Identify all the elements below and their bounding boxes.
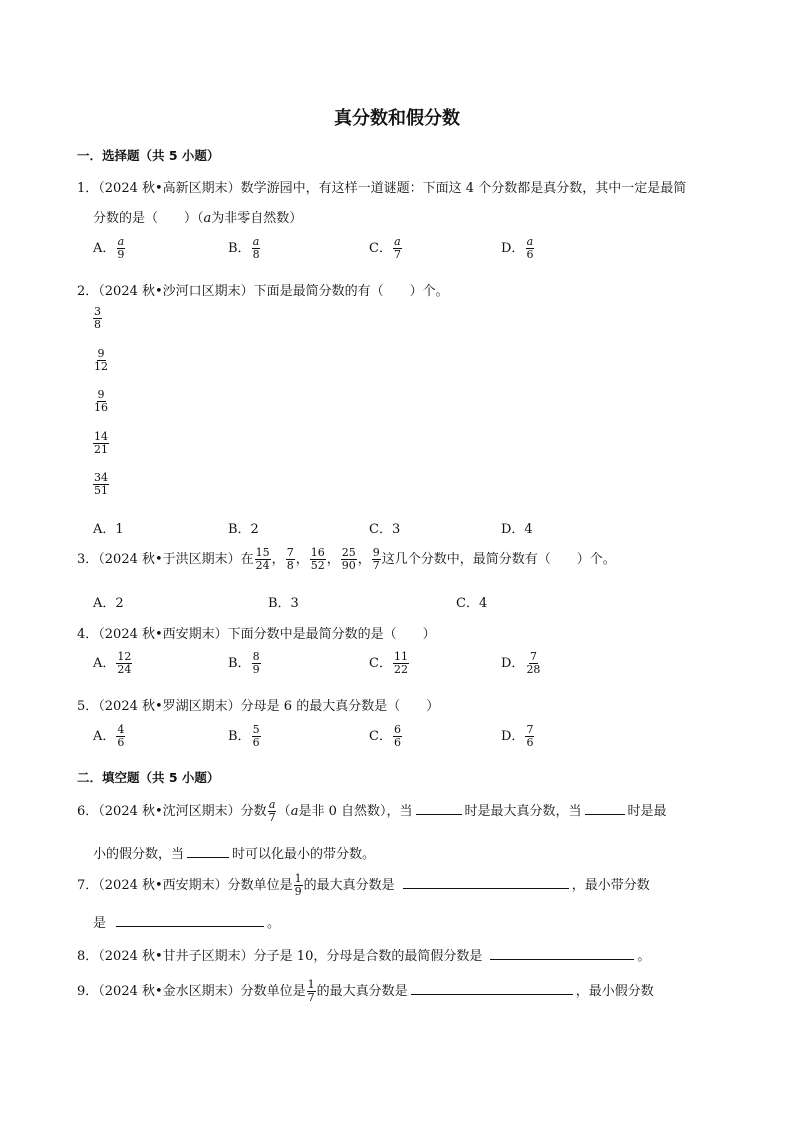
denominator: 6 bbox=[252, 736, 260, 749]
question-text: （2024 秋•金水区期末）分数单位是 bbox=[98, 984, 306, 999]
q4-option-a[interactable] bbox=[93, 651, 133, 676]
numerator: 7 bbox=[526, 723, 534, 736]
numerator: a bbox=[252, 235, 260, 248]
question-text: ，最小带分数 bbox=[571, 878, 650, 893]
question-text: 这几个分数中，最简分数有（ ）个。 bbox=[381, 552, 616, 567]
question-text: 小的假分数，当 bbox=[93, 847, 185, 862]
question-text: ，最小假分数 bbox=[575, 984, 654, 999]
q2-fraction-5 bbox=[93, 472, 109, 497]
numerator: a bbox=[268, 798, 276, 811]
q3-option-a[interactable]: A．2 bbox=[93, 596, 124, 611]
question-9-line-1 bbox=[77, 979, 654, 1004]
question-text: 分数的是（ ）（ bbox=[93, 211, 204, 226]
fraction bbox=[286, 547, 295, 572]
option-label: B． bbox=[228, 241, 251, 256]
numerator: 11 bbox=[393, 650, 408, 663]
denominator: 6 bbox=[393, 736, 401, 749]
q2-fraction-3 bbox=[93, 389, 109, 414]
question-text: 时可以化最小的带分数。 bbox=[232, 847, 376, 862]
numerator: 9 bbox=[97, 388, 105, 401]
fraction bbox=[252, 651, 261, 676]
question-number: 1． bbox=[77, 181, 99, 196]
q4-option-d[interactable] bbox=[501, 651, 542, 676]
question-text: 。 bbox=[267, 916, 281, 931]
question-text: （2024 秋•沙河口区期末）下面是最简分数的有（ ）个。 bbox=[98, 284, 449, 299]
fraction bbox=[372, 547, 381, 572]
q1-option-b[interactable] bbox=[228, 236, 262, 261]
question-3-line-1 bbox=[77, 547, 616, 572]
fraction bbox=[116, 651, 132, 676]
answer-blank[interactable] bbox=[187, 845, 229, 858]
question-text: （ bbox=[277, 804, 291, 819]
denominator: 24 bbox=[255, 559, 270, 572]
page-title: 真分数和假分数 bbox=[334, 108, 460, 129]
variable-a: a bbox=[290, 804, 299, 819]
fraction bbox=[252, 236, 261, 261]
q2-option-d[interactable]: D．4 bbox=[501, 522, 533, 537]
question-text: （2024 秋•于洪区期末）在 bbox=[98, 552, 254, 567]
numerator: 12 bbox=[117, 650, 132, 663]
denominator: 12 bbox=[94, 360, 108, 373]
fraction bbox=[116, 236, 125, 261]
question-5-line-1 bbox=[77, 695, 439, 714]
question-6-line-1 bbox=[77, 799, 667, 824]
fraction bbox=[255, 547, 271, 572]
question-number: 7． bbox=[77, 878, 99, 893]
separator: ， bbox=[326, 552, 340, 567]
separator: ， bbox=[295, 552, 309, 567]
q1-option-a[interactable] bbox=[93, 236, 126, 261]
denominator: 9 bbox=[117, 248, 125, 261]
denominator: 8 bbox=[286, 559, 294, 572]
question-1-line-1 bbox=[77, 177, 686, 196]
denominator: 9 bbox=[252, 663, 260, 676]
question-text: 时是最大真分数，当 bbox=[464, 804, 582, 819]
numerator: 7 bbox=[529, 650, 537, 663]
answer-blank[interactable] bbox=[116, 914, 264, 927]
numerator: 8 bbox=[252, 650, 260, 663]
option-label: A． bbox=[93, 241, 116, 256]
answer-blank[interactable] bbox=[411, 982, 573, 995]
numerator: 4 bbox=[117, 723, 125, 736]
numerator: a bbox=[526, 235, 534, 248]
q1-option-d[interactable] bbox=[501, 236, 535, 261]
numerator: 15 bbox=[255, 546, 270, 559]
question-text: （2024 秋•西安期末）分数单位是 bbox=[98, 878, 293, 893]
denominator: 9 bbox=[294, 885, 302, 898]
denominator: 21 bbox=[94, 443, 108, 456]
fraction bbox=[341, 547, 357, 572]
option-label: A． bbox=[93, 729, 116, 744]
denominator: 51 bbox=[94, 484, 108, 497]
question-number: 3． bbox=[77, 552, 99, 567]
q4-option-c[interactable] bbox=[369, 651, 410, 676]
denominator: 90 bbox=[341, 559, 356, 572]
numerator: 25 bbox=[341, 546, 356, 559]
numerator: 7 bbox=[286, 546, 294, 559]
question-number: 2． bbox=[77, 284, 99, 299]
question-text: （2024 秋•罗湖区期末）分母是 6 的最大真分数是（ ） bbox=[98, 699, 440, 714]
question-text: （2024 秋•西安期末）下面分数中是最简分数的是（ ） bbox=[98, 627, 436, 642]
question-text: 时是最 bbox=[627, 804, 667, 819]
q4-option-b[interactable] bbox=[228, 651, 262, 676]
option-label: D． bbox=[501, 656, 525, 671]
question-number: 4． bbox=[77, 627, 99, 642]
question-text: 是非 0 自然数），当 bbox=[298, 804, 413, 819]
answer-blank[interactable] bbox=[403, 876, 569, 889]
q5-option-d[interactable] bbox=[501, 724, 535, 749]
option-label: C． bbox=[369, 656, 392, 671]
separator: ， bbox=[271, 552, 285, 567]
fraction bbox=[310, 547, 326, 572]
question-text: （2024 秋•高新区期末）数学游园中，有这样一道谜题：下面这 4 个分数都是真分数，其中一定是最简 bbox=[98, 181, 687, 196]
q2-option-c[interactable]: C．3 bbox=[369, 522, 401, 537]
denominator: 7 bbox=[307, 991, 315, 1004]
question-7-line-2 bbox=[93, 912, 280, 931]
denominator: 8 bbox=[94, 318, 101, 331]
denominator: 6 bbox=[117, 736, 125, 749]
numerator: 34 bbox=[94, 471, 108, 484]
variable-a: a bbox=[203, 211, 212, 226]
q5-option-a[interactable] bbox=[93, 724, 126, 749]
option-label: B． bbox=[228, 656, 251, 671]
denominator: 6 bbox=[526, 248, 534, 261]
denominator: 6 bbox=[526, 736, 534, 749]
q3-option-c[interactable]: C．4 bbox=[456, 596, 488, 611]
fraction bbox=[525, 651, 541, 676]
option-label: D． bbox=[501, 729, 525, 744]
question-number: 8． bbox=[77, 949, 99, 964]
separator: ， bbox=[357, 552, 371, 567]
fraction bbox=[393, 651, 409, 676]
question-4-line-1 bbox=[77, 623, 436, 642]
numerator: 1 bbox=[307, 978, 315, 991]
question-text: （2024 秋•沈河区期末）分数 bbox=[98, 804, 267, 819]
numerator: a bbox=[394, 235, 401, 248]
numerator: 5 bbox=[252, 723, 260, 736]
question-6-line-2 bbox=[93, 843, 375, 862]
fraction bbox=[307, 979, 316, 1004]
denominator: 24 bbox=[117, 663, 132, 676]
q2-option-b[interactable]: B．2 bbox=[228, 522, 259, 537]
question-text: （2024 秋•甘井子区期末）分子是 10，分母是合数的最简假分数是 bbox=[98, 949, 483, 964]
q5-option-b[interactable] bbox=[228, 724, 262, 749]
fraction bbox=[252, 724, 261, 749]
question-number: 9． bbox=[77, 984, 99, 999]
fraction bbox=[116, 724, 125, 749]
option-label: A． bbox=[93, 656, 116, 671]
numerator: 6 bbox=[393, 723, 401, 736]
question-text: 是 bbox=[93, 916, 107, 931]
question-text: 。 bbox=[637, 949, 651, 964]
q2-fraction-2 bbox=[93, 348, 109, 373]
denominator: 8 bbox=[252, 248, 260, 261]
fraction bbox=[393, 724, 402, 749]
denominator: 7 bbox=[372, 559, 380, 572]
option-label: C． bbox=[369, 241, 392, 256]
question-number: 5． bbox=[77, 699, 99, 714]
section-heading-fill: 二．填空题（共 5 小题） bbox=[77, 770, 220, 785]
option-label: D． bbox=[501, 241, 525, 256]
question-text: 的最大真分数是 bbox=[316, 984, 408, 999]
denominator: 16 bbox=[94, 401, 108, 414]
answer-blank[interactable] bbox=[416, 802, 462, 815]
q1-option-c[interactable] bbox=[369, 236, 403, 261]
numerator: 3 bbox=[94, 305, 101, 318]
denominator: 7 bbox=[268, 811, 276, 824]
question-7-line-1 bbox=[77, 873, 650, 898]
denominator: 7 bbox=[393, 248, 401, 261]
option-label: B． bbox=[228, 729, 251, 744]
answer-blank[interactable] bbox=[490, 947, 634, 960]
numerator: 16 bbox=[310, 546, 325, 559]
numerator: 14 bbox=[94, 430, 108, 443]
question-text: 的最大真分数是 bbox=[303, 878, 395, 893]
q2-fraction-1 bbox=[93, 306, 102, 331]
section-heading-choice: 一．选择题（共 5 小题） bbox=[77, 148, 220, 163]
fraction bbox=[294, 873, 303, 898]
numerator: 1 bbox=[294, 872, 302, 885]
q2-fraction-4 bbox=[93, 431, 109, 456]
question-1-line-2 bbox=[93, 207, 302, 226]
question-2-line-1 bbox=[77, 280, 449, 299]
fraction bbox=[525, 724, 534, 749]
question-8-line-1 bbox=[77, 945, 650, 964]
question-text: 为非零自然数） bbox=[211, 211, 303, 226]
q5-option-c[interactable] bbox=[369, 724, 403, 749]
denominator: 28 bbox=[526, 663, 541, 676]
answer-blank[interactable] bbox=[585, 802, 625, 815]
denominator: 52 bbox=[310, 559, 325, 572]
numerator: 9 bbox=[372, 546, 380, 559]
fraction bbox=[525, 236, 534, 261]
denominator: 22 bbox=[393, 663, 408, 676]
numerator: a bbox=[117, 235, 125, 248]
fraction bbox=[268, 799, 277, 824]
fraction bbox=[393, 236, 402, 261]
option-label: C． bbox=[369, 729, 392, 744]
q2-option-a[interactable]: A．1 bbox=[93, 522, 124, 537]
question-number: 6． bbox=[77, 804, 99, 819]
numerator: 9 bbox=[97, 347, 105, 360]
q3-option-b[interactable]: B．3 bbox=[268, 596, 299, 611]
